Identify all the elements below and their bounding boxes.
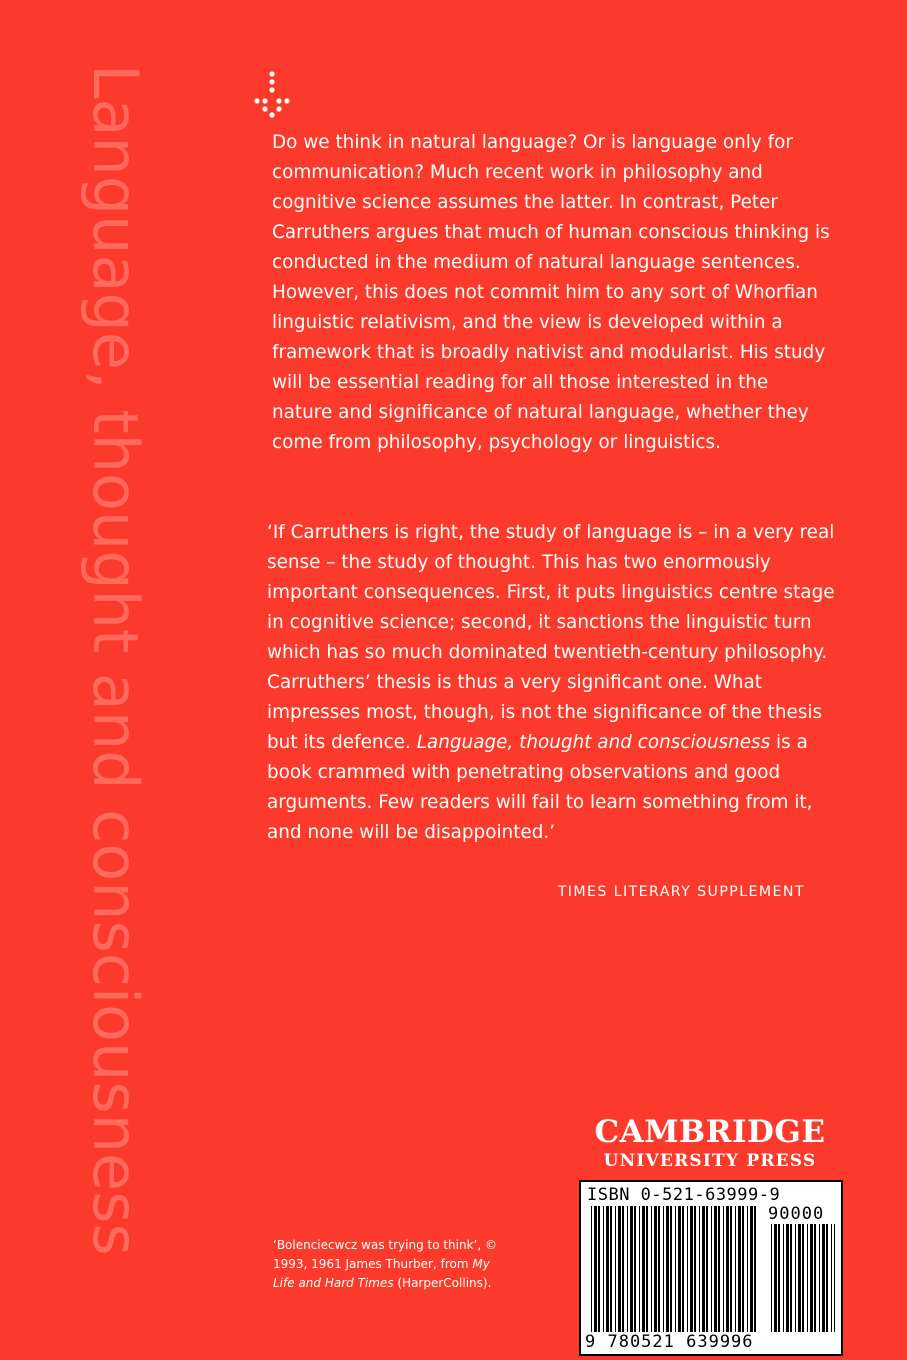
barcode-bar — [771, 1224, 772, 1332]
barcode-bar — [666, 1206, 669, 1332]
barcode-bars — [585, 1206, 839, 1334]
barcode-bar — [718, 1206, 720, 1332]
barcode-bar — [834, 1224, 835, 1332]
quote-book-title: Language, thought and consciousness — [416, 732, 771, 753]
publisher-logo — [560, 1114, 860, 1172]
barcode-bar — [690, 1206, 693, 1332]
credit-text-end: (HarperCollins). — [393, 1276, 492, 1290]
barcode-bar — [831, 1224, 832, 1332]
barcode-bar — [726, 1206, 729, 1332]
barcode-bar — [610, 1206, 612, 1332]
barcode-bar — [819, 1224, 820, 1332]
barcode-bar — [814, 1224, 816, 1332]
barcode-bar — [747, 1206, 748, 1332]
barcode-bar — [675, 1206, 676, 1332]
barcode-bar — [774, 1224, 777, 1332]
barcode-bar — [627, 1206, 628, 1332]
barcode-bar — [807, 1224, 808, 1332]
barcode-bar — [694, 1206, 696, 1332]
barcode-bar — [798, 1224, 801, 1332]
barcode-bar — [654, 1206, 657, 1332]
barcode-bar — [699, 1206, 700, 1332]
barcode-bar — [678, 1206, 681, 1332]
barcode-bar — [750, 1206, 753, 1332]
barcode-bar — [738, 1206, 741, 1332]
barcode-bar — [795, 1224, 796, 1332]
barcode-bar — [634, 1206, 636, 1332]
barcode-bar — [646, 1206, 648, 1332]
review-quote — [267, 518, 837, 848]
barcode-digits: 9 780521 639996 — [585, 1332, 754, 1352]
barcode-bar — [754, 1206, 756, 1332]
barcode-bar — [591, 1206, 592, 1332]
barcode-bar — [810, 1224, 813, 1332]
barcode-bar — [802, 1224, 804, 1332]
barcode-bar — [714, 1206, 717, 1332]
publisher-subtitle: UNIVERSITY PRESS — [603, 1151, 817, 1171]
barcode-bar — [822, 1224, 825, 1332]
barcode-bar — [702, 1206, 705, 1332]
spine-title-text: Language, thought and consciousness — [79, 64, 152, 1256]
quote-credit — [273, 1236, 503, 1293]
barcode-box — [579, 1180, 843, 1356]
barcode-addon-digits: 90000 — [768, 1204, 825, 1224]
barcode-bar — [663, 1206, 664, 1332]
barcode-bar — [711, 1206, 712, 1332]
barcode-bar — [651, 1206, 652, 1332]
barcode-bar — [826, 1224, 828, 1332]
barcode-bar — [682, 1206, 684, 1332]
barcode-bar — [670, 1206, 672, 1332]
quote-source: TIMES LITERARY SUPPLEMENT — [557, 884, 805, 900]
blurb-paragraph: Do we think in natural language? Or is language only for communication? Much recent work in philosophy and cognitive science assumes the latter. In contrast, Peter Carruthers argues that much of human conscious thinking is conducted in the medium of natural language sentences. However, this does not commit him to any sort of Whorfian linguistic relativism, and the view is developed within a framework that is broadly nativist and modularist. His study will be essential reading for all those interested in the nature and significance of natural language, whether they come from philosophy, psychology or linguistics. — [272, 132, 830, 453]
quote-text-start: ‘If Carruthers is right, the study of language is – in a very real sense – the study of thought. This has two enormously important consequences. First, it puts linguistics centre stage in cognitive science; second, it sanctions the linguistic turn which has so much dominated twentieth-century philosophy. Carruthers’ thesis is thus a very significant one. What impresses most, though, is not the significance of the thesis but its defence. — [267, 522, 835, 753]
barcode-bar — [723, 1206, 724, 1332]
barcode-bar — [790, 1224, 792, 1332]
barcode-bar — [603, 1206, 604, 1332]
barcode-bar — [630, 1206, 633, 1332]
quote-text-end: is a book crammed with penetrating observations and good arguments. Few readers will fail to learn something from it, and none will be disappointed.’ — [267, 732, 813, 843]
publisher-name: CAMBRIDGE — [594, 1114, 826, 1150]
barcode-bar — [730, 1206, 732, 1332]
isbn-text: ISBN 0-521-63999-9 — [587, 1185, 781, 1205]
barcode-bar — [786, 1224, 789, 1332]
barcode-bar — [687, 1206, 688, 1332]
credit-book-title: My Life and Hard Times — [273, 1257, 490, 1290]
barcode-bar — [606, 1206, 609, 1332]
barcode-bar — [594, 1206, 597, 1332]
barcode-bar — [778, 1224, 780, 1332]
barcode-bar — [742, 1206, 744, 1332]
dots-ornament-icon — [252, 68, 292, 120]
barcode-bar — [735, 1206, 736, 1332]
barcode-bar — [658, 1206, 660, 1332]
barcode-bar — [618, 1206, 621, 1332]
barcode-bar — [598, 1206, 600, 1332]
credit-text-start: ‘Bolenciecwcz was trying to think’, © 1993, 1961 James Thurber, from — [273, 1238, 497, 1271]
barcode-bar — [615, 1206, 616, 1332]
barcode-bar — [642, 1206, 645, 1332]
barcode-bar — [639, 1206, 640, 1332]
barcode-bar — [622, 1206, 624, 1332]
barcode-bar — [783, 1224, 784, 1332]
barcode-bar — [706, 1206, 708, 1332]
spine-title — [68, 64, 163, 1304]
